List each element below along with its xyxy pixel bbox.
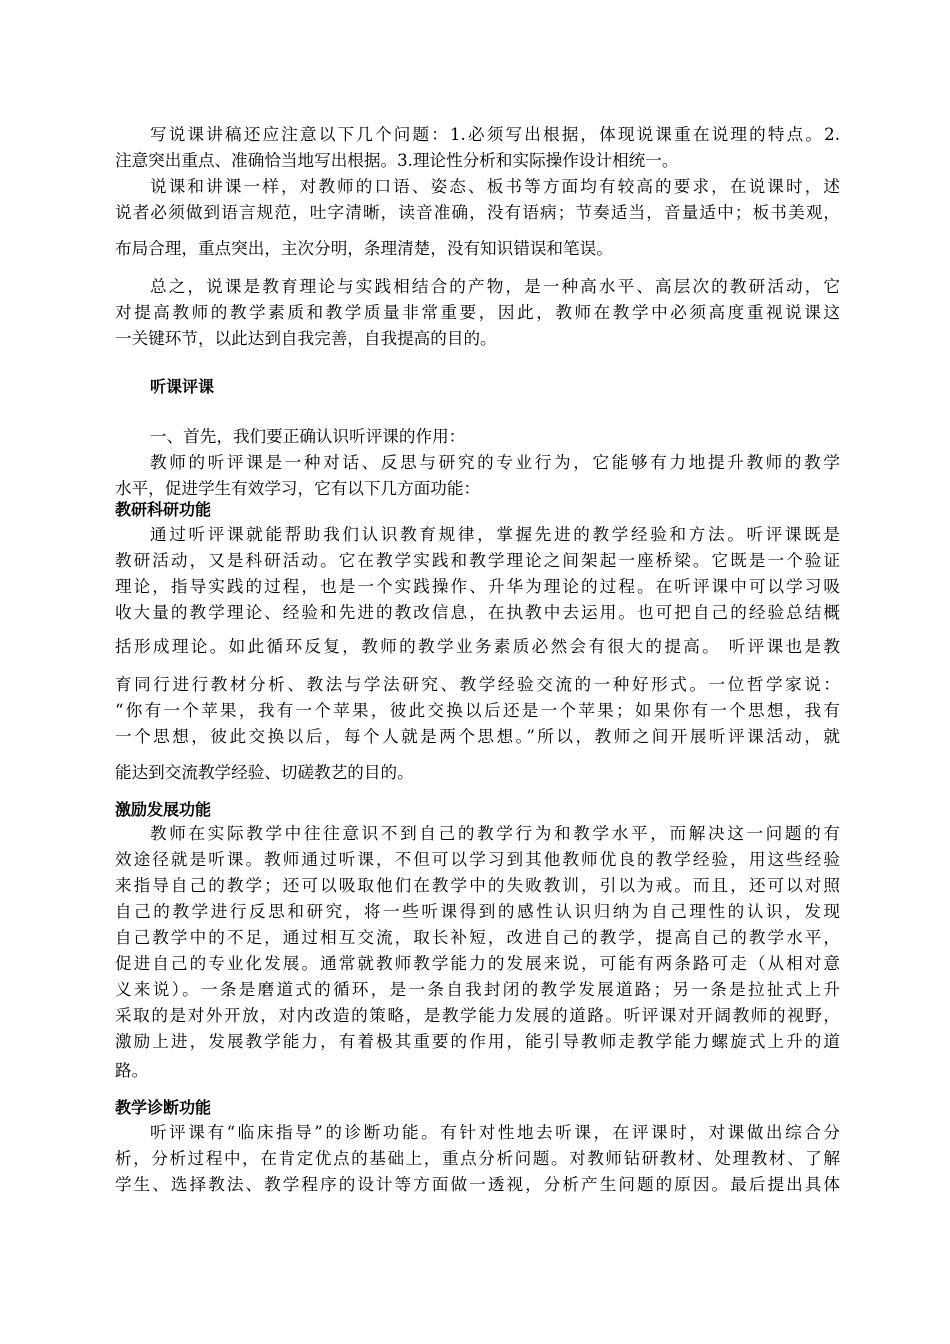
paragraph-role	[115, 450, 840, 502]
text-line: 育同行进行教材分析、教法与学法研究、教学经验交流的一种好形式。一位哲学家说：	[115, 675, 840, 694]
section-title	[150, 375, 875, 399]
heading-diagnosis-text: 教学诊断功能	[115, 1098, 212, 1117]
heading-diagnosis	[115, 1096, 840, 1120]
paragraph-research-cont	[115, 634, 840, 660]
text-line: 路。	[115, 1061, 149, 1080]
paragraph-lecture-requirements-cont	[115, 236, 840, 262]
section-title-text: 听课评课	[150, 377, 215, 396]
text-line: 说课和讲课一样，对教师的口语、姿态、板书等方面均有较高的要求，在说课时，述	[150, 177, 840, 196]
text-line: 听评课有“临床指导”的诊断功能。有针对性地去听课，在评课时，对课做出综合分	[150, 1123, 840, 1142]
paragraph-motivation-cont	[115, 1058, 840, 1084]
paragraph-lecture-notes	[115, 122, 840, 174]
paragraph-research	[115, 522, 840, 626]
text-line: 自己的教学进行反思和研究，将一些听课得到的感性认识归纳为自己理性的认识，发现	[115, 902, 840, 921]
text-line: 一个思想，彼此交换以后，每个人就是两个思想。”所以，教师之间开展听评课活动，就	[115, 727, 840, 746]
heading-research	[115, 498, 840, 522]
text-line: 析，分析过程中，在肯定优点的基础上，重点分析问题。对教师钻研教材、处理教材、了解	[115, 1149, 840, 1168]
text-line: 促进自己的专业化发展。通常就教师教学能力的发展来说，可能有两条路可走（从相对意	[115, 954, 840, 973]
text-line: 写说课讲稿还应注意以下几个问题：1.必须写出根据，体现说课重在说理的特点。2.	[150, 125, 840, 144]
text-line: 教研活动，又是科研活动。它在教学实践和教学理论之间架起一座桥梁。它既是一个验证	[115, 551, 840, 570]
text-line: 义来说）。一条是磨道式的循环，是一条自我封闭的教学发展道路；另一条是拉扯式上升	[115, 980, 840, 999]
text-line: 采取的是对外开放，对内改造的策略，是教学能力发展的道路。听评课对开阔教师的视野，	[115, 1006, 840, 1025]
text-line: 对提高教师的教学素质和教学质量非常重要，因此，教师在教学中必须高度重视说课这	[115, 303, 840, 322]
text-line: 理论，指导实践的过程，也是一个实践操作、升华为理论的过程。在听评课中可以学习吸	[115, 577, 840, 596]
text-line: 一关键环节，以此达到自我完善，自我提高的目的。	[115, 329, 497, 348]
text-line: 通过听评课就能帮助我们认识教育规律，掌握先进的教学经验和方法。听评课既是	[150, 525, 840, 544]
text-line: 学生、选择教法、教学程序的设计等方面做一透视，分析产生问题的原因。最后提出具体	[115, 1175, 840, 1194]
text-line: 教师的听评课是一种对话、反思与研究的专业行为，它能够有力地提升教师的教学	[150, 453, 840, 472]
text-line: 说者必须做到语言规范，吐字清晰，读音准确，没有语病；节奏适当，音量适中；板书美观，	[115, 203, 840, 222]
paragraph-research-cont2	[115, 672, 840, 750]
paragraph-research-cont3	[115, 760, 840, 786]
text-line: 注意突出重点、准确恰当地写出根据。3.理论性分析和实际操作设计相统一。	[115, 151, 679, 170]
text-line: 教师在实际教学中往往意识不到自己的教学行为和教学水平，而解决这一问题的有	[150, 824, 840, 843]
heading-motivation	[115, 798, 840, 822]
text-line: 能达到交流教学经验、切磋教艺的目的。	[115, 763, 414, 782]
text-line: 收大量的教学理论、经验和先进的教改信息，在执教中去运用。也可把自己的经验总结概	[115, 603, 840, 622]
text-line: 括形成理论。如此循环反复，教师的教学业务素质必然会有很大的提高。 听评课也是教	[115, 637, 840, 656]
text-line: 布局合理，重点突出，主次分明，条理清楚，没有知识错误和笔误。	[115, 239, 613, 258]
text-line: 效途径就是听课。教师通过听课，不但可以学习到其他教师优良的教学经验，用这些经验	[115, 850, 840, 869]
paragraph-motivation	[115, 821, 840, 1055]
text-line: 总之，说课是教育理论与实践相结合的产物，是一种高水平、高层次的教研活动，它	[150, 277, 840, 296]
paragraph-lecture-requirements	[115, 174, 840, 226]
text-line: 一、首先，我们要正确认识听评课的作用：	[150, 427, 466, 446]
text-line: 水平，促进学生有效学习，它有以下几方面功能：	[115, 479, 481, 498]
paragraph-summary	[115, 274, 840, 352]
heading-motivation-text: 激励发展功能	[115, 800, 212, 819]
text-line: 来指导自己的教学；还可以吸取他们在教学中的失败教训，引以为戒。而且，还可以对照	[115, 876, 840, 895]
paragraph-diagnosis	[115, 1120, 840, 1198]
text-line: 自己教学中的不足，通过相互交流，取长补短，改进自己的教学，提高自己的教学水平，	[115, 928, 840, 947]
heading-research-text: 教研科研功能	[115, 500, 212, 519]
text-line: “你有一个苹果，我有一个苹果，彼此交换以后还是一个苹果；如果你有一个思想，我有	[115, 701, 840, 720]
paragraph-intro	[115, 424, 840, 450]
text-line: 激励上进，发展教学能力，有着极其重要的作用，能引导教师走教学能力螺旋式上升的道	[115, 1032, 840, 1051]
